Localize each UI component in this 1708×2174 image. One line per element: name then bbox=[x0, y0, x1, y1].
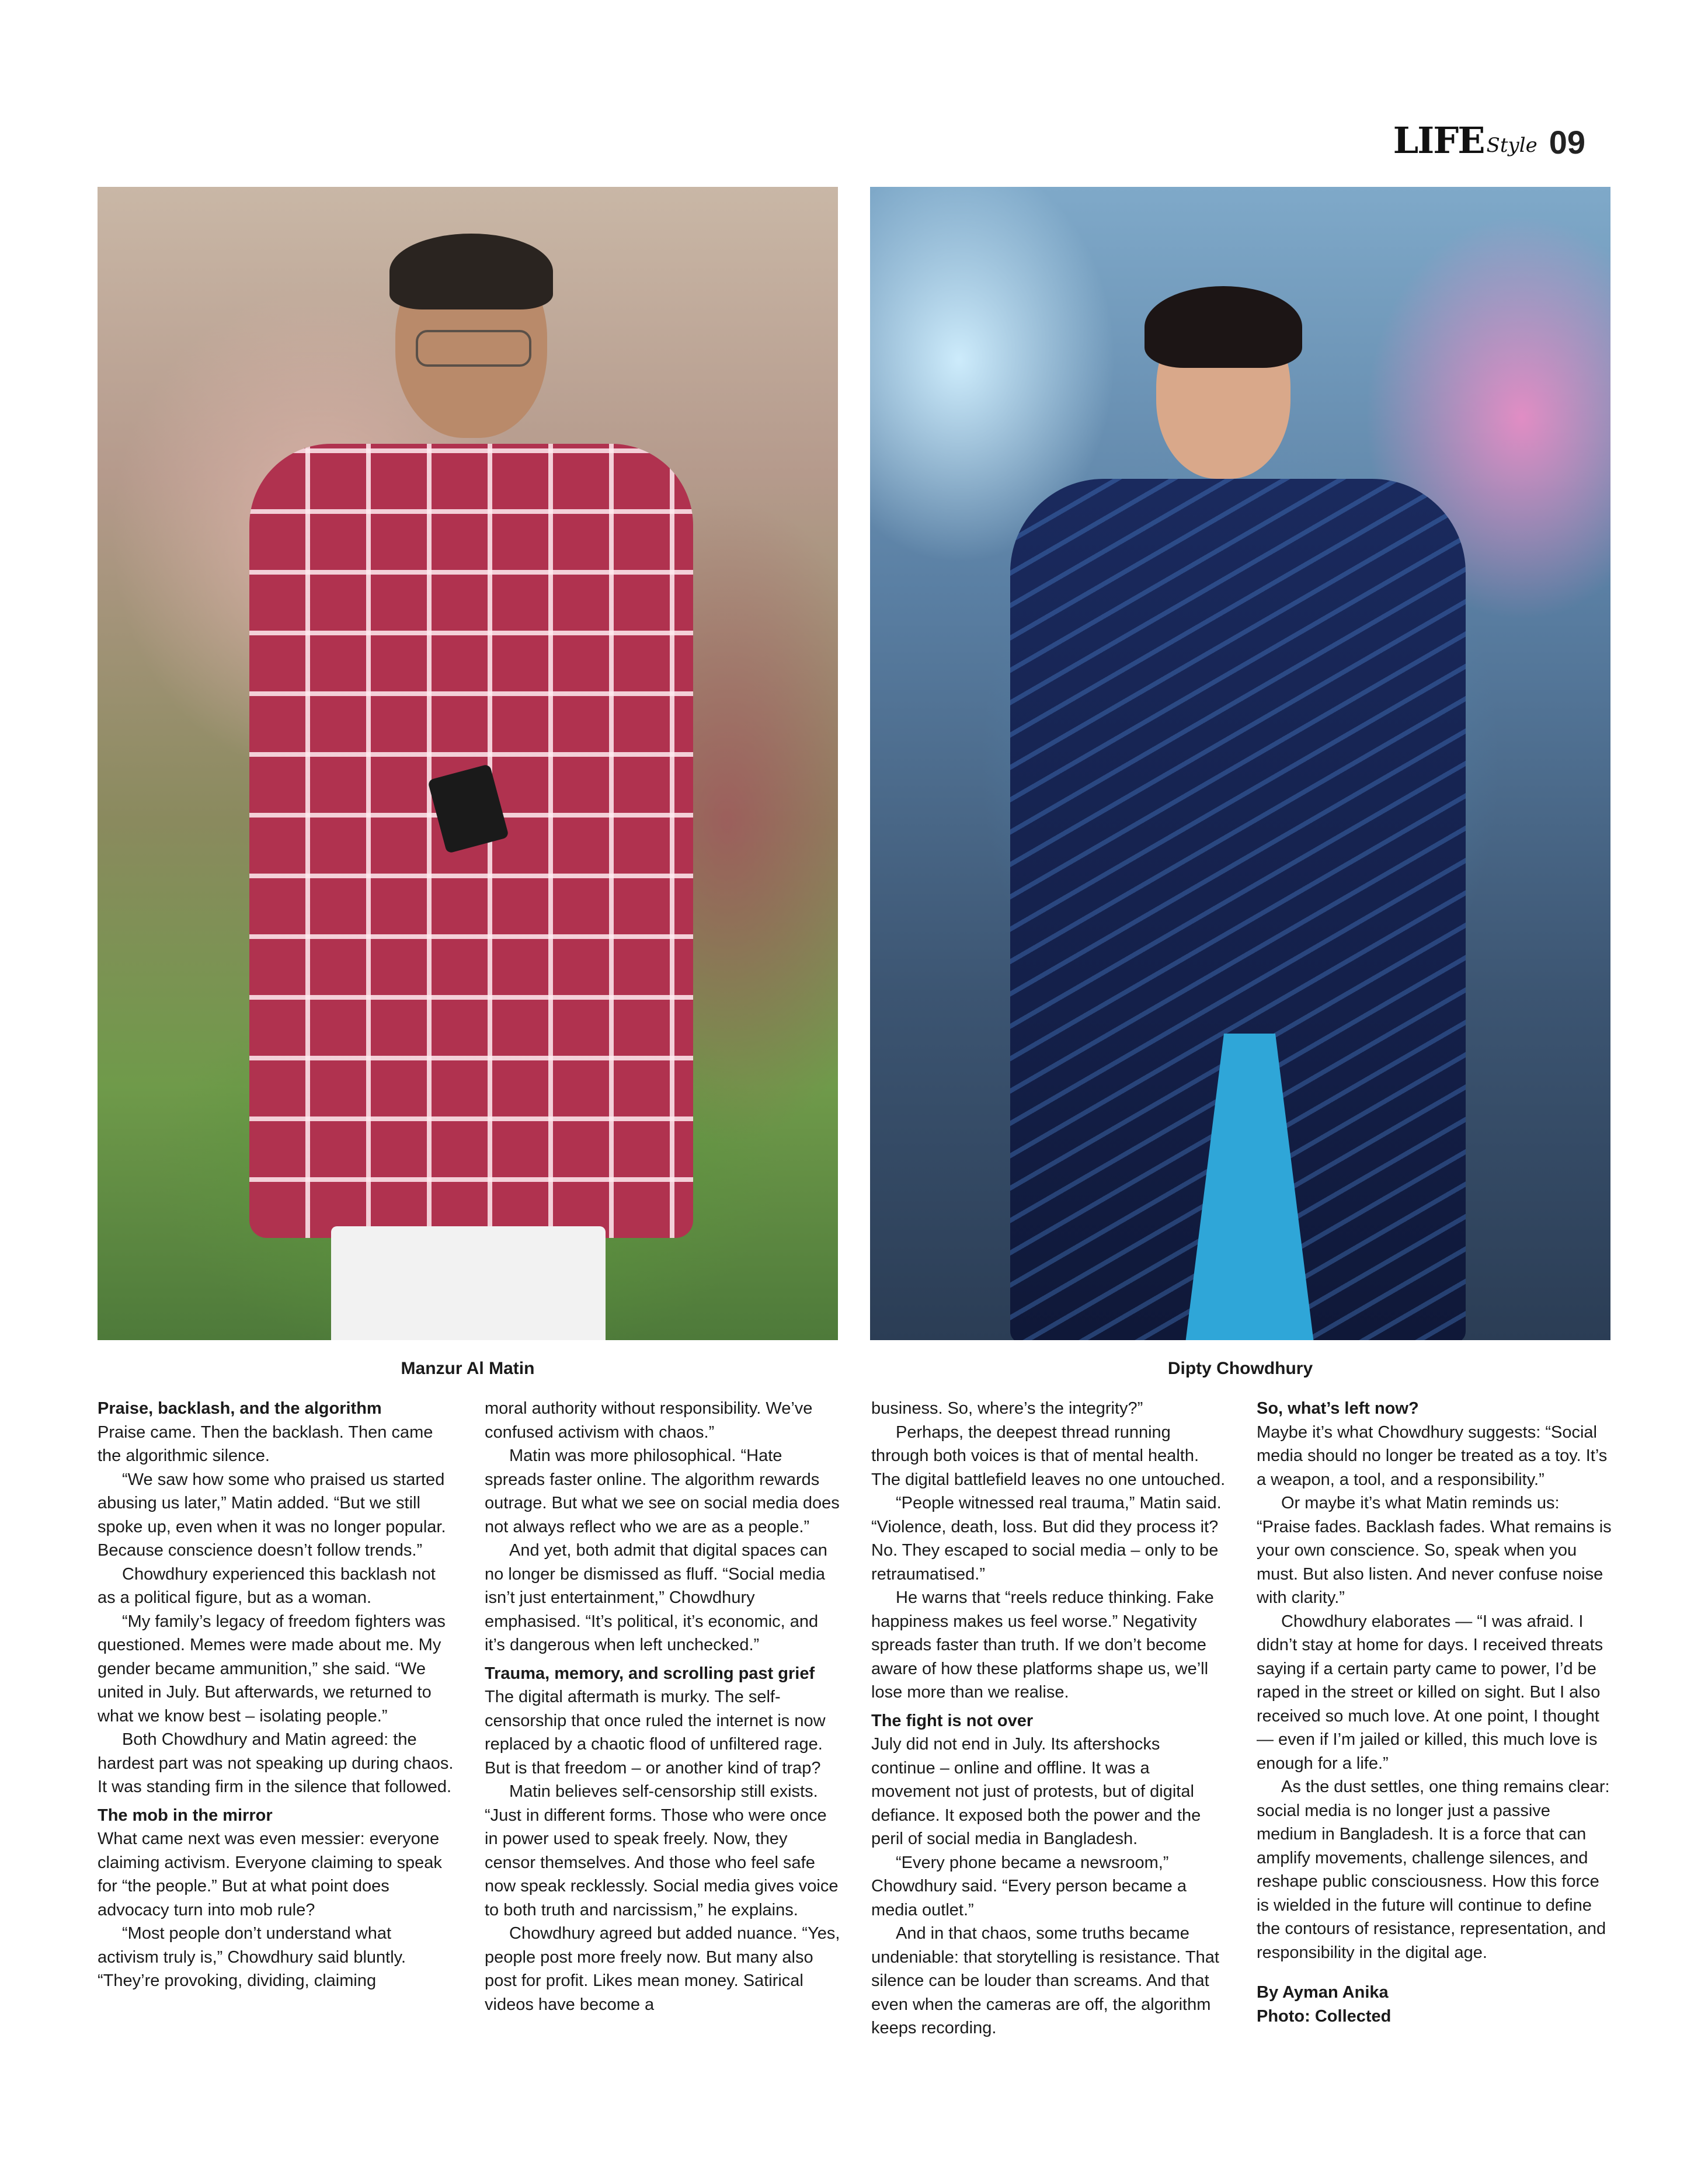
article-column-1 bbox=[98, 1397, 455, 1993]
subheading: Trauma, memory, and scrolling past grief bbox=[485, 1664, 815, 1683]
hair bbox=[389, 234, 553, 309]
logo-life: LIFE bbox=[1393, 119, 1484, 162]
photo-caption-right: Dipty Chowdhury bbox=[1167, 1359, 1313, 1378]
paragraph: And in that chaos, some truths became undeniable: that storytelling is resistance. That silence can be louder than screams. And that even when the cameras are off, the algorithm keeps recording. bbox=[871, 1924, 1219, 2037]
article-column-3 bbox=[871, 1397, 1229, 2040]
paragraph: “People witnessed real trauma,” Matin said. “Violence, death, loss. But did they process it? No. They escaped to social media – only to be retraumatised.” bbox=[871, 1494, 1222, 1584]
paragraph: What came next was even messier: everyone claiming activism. Everyone claiming to speak for “the people.” But at what point does advocacy turn into mob rule? bbox=[98, 1829, 442, 1919]
paragraph: The digital aftermath is murky. The self-censorship that once ruled the internet is now replaced by a chaotic flood of unfiltered rage. But is that freedom – or another kind of trap? bbox=[485, 1688, 826, 1778]
subheading: The mob in the mirror bbox=[98, 1806, 273, 1825]
paragraph: Matin was more philosophical. “Hate spreads faster online. The algorithm rewards outrage. But what we see on social media does not always reflect who we are as a people.” bbox=[485, 1446, 840, 1536]
paragraph: Praise came. Then the backlash. Then came the algorithmic silence. bbox=[98, 1422, 433, 1465]
photo-manzur-al-matin bbox=[98, 187, 838, 1340]
paragraph: He warns that “reels reduce thinking. Fake happiness makes us feel worse.” Negativity spreads faster than truth. If we don’t become aware of how these platforms shape us, we’ll lose more than we realise. bbox=[871, 1588, 1214, 1702]
paragraph: As the dust settles, one thing remains clear: social media is no longer just a passive medium in Bangladesh. It is a force that can amplify movements, challenge silences, and reshape public consciousness. How this force is wielded in the future will continue to define the contours of resistance, representation, and responsibility in the digital age. bbox=[1257, 1778, 1610, 1962]
article-column-4 bbox=[1257, 1397, 1614, 2028]
paragraph: “Every phone became a newsroom,” Chowdhury said. “Every person became a media outlet.” bbox=[871, 1853, 1187, 1919]
masthead bbox=[1393, 119, 1585, 162]
subheading: Praise, backlash, and the algorithm bbox=[98, 1399, 382, 1418]
byline-author: By Ayman Anika bbox=[1257, 1983, 1389, 2002]
subheading: The fight is not over bbox=[871, 1711, 1034, 1730]
paragraph: And yet, both admit that digital spaces can no longer be dismissed as fluff. “Social media isn’t just entertainment,” Chowdhury emphasised. “It’s political, it’s economic, and it’s dangerous when left unchecked.” bbox=[485, 1541, 827, 1654]
logo-style-script: Style bbox=[1486, 134, 1537, 157]
paragraph: Maybe it’s what Chowdhury suggests: “Social media should no longer be treated as a toy. It’s a weapon, a tool, and a responsibility.” bbox=[1257, 1422, 1608, 1489]
article-column-2 bbox=[485, 1397, 842, 2016]
subheading: So, what’s left now? bbox=[1257, 1399, 1419, 1418]
paragraph: Chowdhury agreed but added nuance. “Yes, people post more freely now. But many also post for profit. Likes mean money. Satirical videos have become a bbox=[485, 1924, 840, 2014]
paragraph: July did not end in July. Its aftershocks continue – online and offline. It was a movement not just of protests, but of digital defiance. It exposed both the power and the peril of social media in Bangladesh. bbox=[871, 1735, 1201, 1848]
paragraph: “We saw how some who praised us started abusing us later,” Matin added. “But we still spoke up, even when it was no longer popular. Because conscience doesn’t follow trends.” bbox=[98, 1470, 446, 1560]
paragraph: Perhaps, the deepest thread running through both voices is that of mental health. The digital battlefield leaves no one untouched. bbox=[871, 1422, 1226, 1489]
white-trousers bbox=[331, 1226, 606, 1340]
paragraph: Matin believes self-censorship still exists. “Just in different forms. Those who were once in power used to speak freely. Now, they censor themselves. And those who feel safe now speak recklessly. Social media gives voice to both truth and narcissism,” he explains. bbox=[485, 1782, 839, 1919]
paragraph: business. So, where’s the integrity?” bbox=[871, 1399, 1143, 1418]
paragraph: “Most people don’t understand what activism truly is,” Chowdhury said bluntly. “They’re provoking, dividing, claiming bbox=[98, 1924, 406, 1990]
paragraph: “My family’s legacy of freedom fighters was questioned. Memes were made about me. My gender became ammunition,” she said. “We united in July. But afterwards, we returned to what we know best – isolating people.” bbox=[98, 1612, 446, 1726]
paragraph: Chowdhury experienced this backlash not as a political figure, but as a woman. bbox=[98, 1564, 436, 1607]
photo-caption-left: Manzur Al Matin bbox=[401, 1359, 535, 1378]
paragraph: Both Chowdhury and Matin agreed: the hardest part was not speaking up during chaos. It was standing firm in the silence that followed. bbox=[98, 1730, 454, 1796]
paragraph: Chowdhury elaborates — “I was afraid. I didn’t stay at home for days. I received threats saying if a certain party came to power, I’d be raped in the street or killed on sight. But I also received so much love. At one point, I thought — even if I’m jailed or killed, this much love is enough for a life.” bbox=[1257, 1612, 1603, 1773]
byline bbox=[1257, 1981, 1614, 2028]
byline-photo-credit: Photo: Collected bbox=[1257, 2006, 1392, 2026]
glasses-icon bbox=[416, 330, 531, 367]
paragraph: moral authority without responsibility. We’ve confused activism with chaos.” bbox=[485, 1399, 813, 1442]
hair bbox=[1145, 286, 1302, 368]
page-number: 09 bbox=[1549, 124, 1585, 161]
photo-dipty-chowdhury bbox=[870, 187, 1610, 1340]
paragraph: Or maybe it’s what Matin reminds us: “Praise fades. Backlash fades. What remains is your own conscience. So, speak when you must. But also listen. And never confuse noise with clarity.” bbox=[1257, 1494, 1612, 1607]
